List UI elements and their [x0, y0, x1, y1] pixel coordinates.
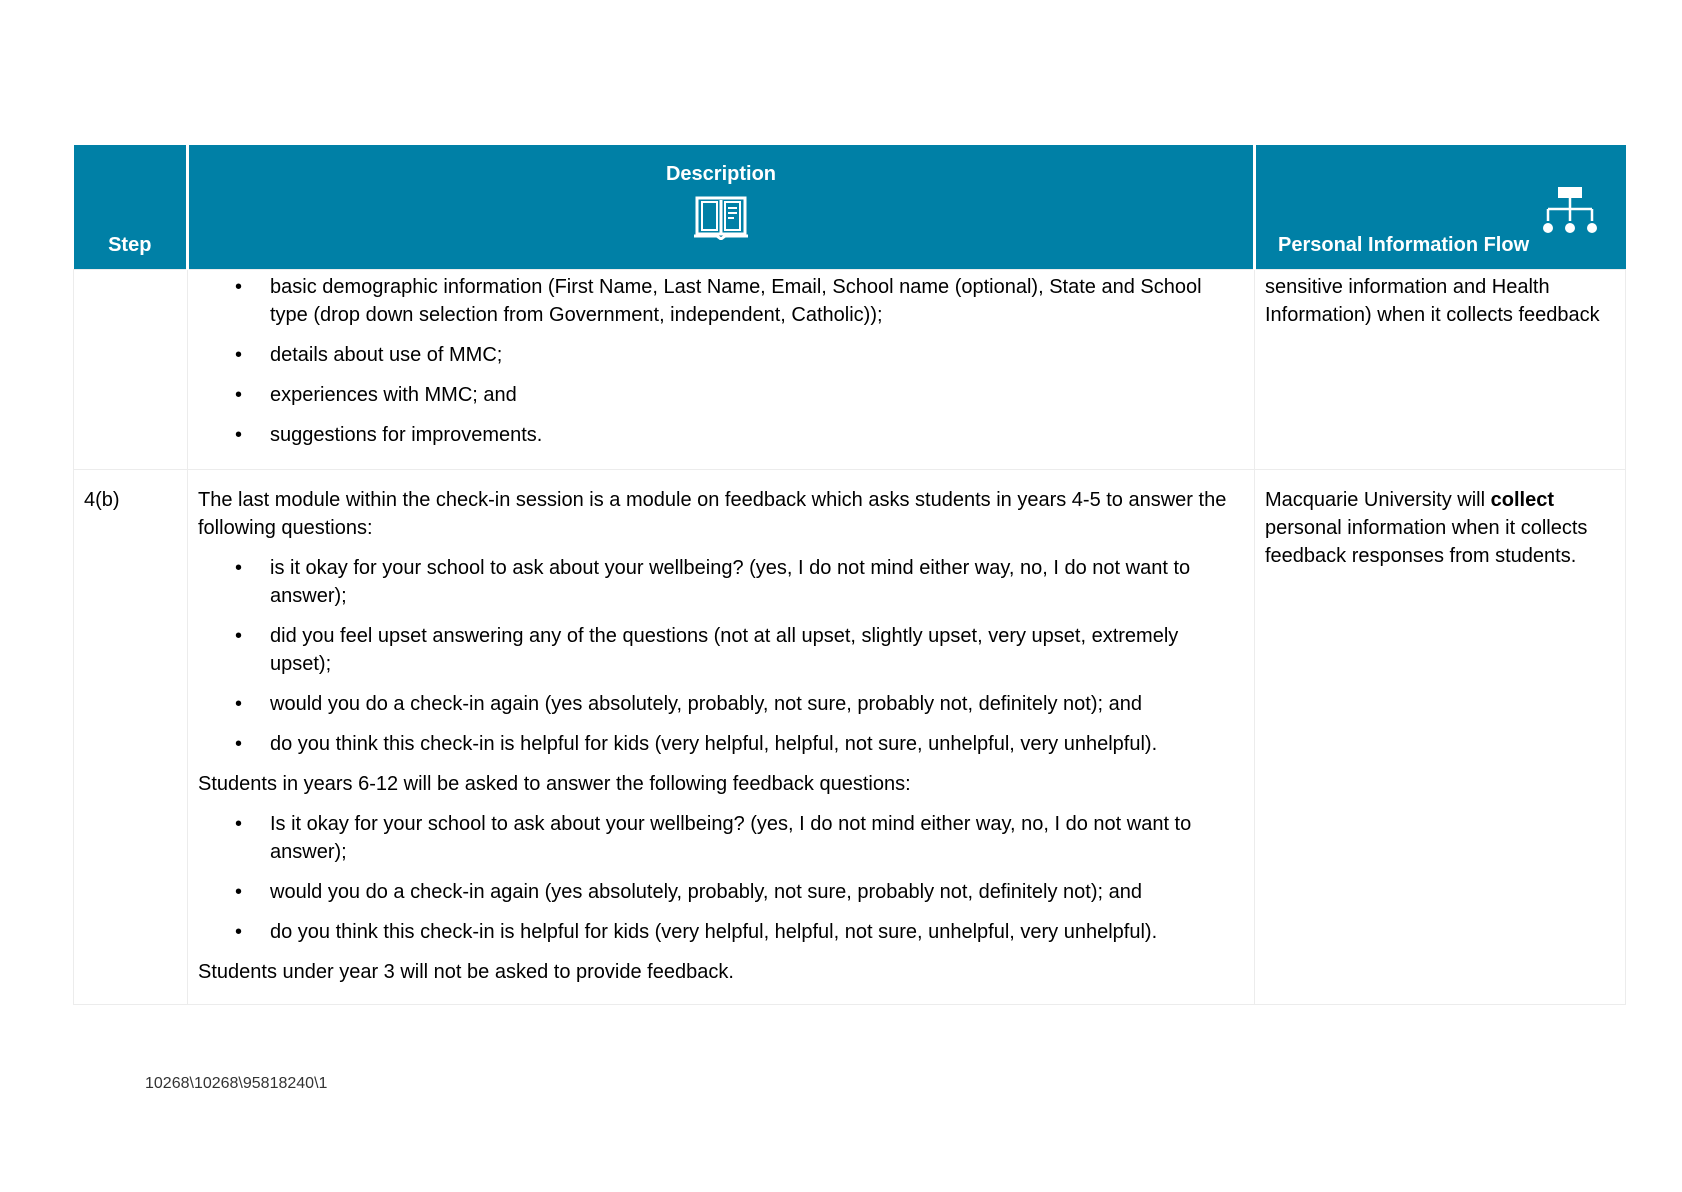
step-label: 4(b): [84, 489, 120, 511]
flow-cell: [1255, 470, 1626, 1005]
flow-text: sensitive information and Health Information) when it collects feedback: [1265, 276, 1600, 326]
header-description-label: Description: [665, 163, 777, 185]
list-item: • did you feel upset answering any of the questions (not at all upset, slightly upset, very upset, extremely upset);: [198, 622, 1232, 678]
list-item: • experiences with MMC; and: [198, 381, 1232, 409]
bullet-list-years-6-12: [198, 810, 1232, 946]
table-row: [74, 470, 1626, 1005]
list-item: • do you think this check-in is helpful for kids (very helpful, helpful, not sure, unhelpful, very unhelpful).: [198, 918, 1232, 946]
step-cell: [74, 470, 188, 1005]
middle-paragraph: Students in years 6-12 will be asked to answer the following feedback questions:: [198, 773, 911, 795]
list-item: • do you think this check-in is helpful for kids (very helpful, helpful, not sure, unhelpful, very unhelpful).: [198, 730, 1232, 758]
flow-text-bold: collect: [1490, 489, 1554, 511]
list-item: • suggestions for improvements.: [198, 421, 1232, 449]
hierarchy-chart-icon: [1542, 187, 1598, 237]
description-cell: [188, 470, 1255, 1005]
list-item: • is it okay for your school to ask about your wellbeing? (yes, I do not mind either way, no, I do not want to answer);: [198, 554, 1232, 610]
open-book-icon: [693, 196, 749, 240]
header-description: [188, 145, 1255, 270]
personal-information-flow-table: [73, 145, 1626, 1005]
document-reference: 10268\10268\95818240\1: [145, 1075, 328, 1092]
list-item: • details about use of MMC;: [198, 341, 1232, 369]
list-item: • would you do a check-in again (yes absolutely, probably, not sure, probably not, definitely not); and: [198, 878, 1232, 906]
flow-text: [1265, 486, 1615, 570]
list-item: • would you do a check-in again (yes absolutely, probably, not sure, probably not, definitely not); and: [198, 690, 1232, 718]
header-flow: [1255, 145, 1626, 270]
flow-text-start: Macquarie University will: [1265, 489, 1491, 511]
list-item: • Is it okay for your school to ask about your wellbeing? (yes, I do not mind either way, no, I do not want to answer);: [198, 810, 1232, 866]
description-cell: [188, 270, 1255, 470]
flow-text-end: personal information when it collects feedback responses from students.: [1265, 517, 1588, 567]
list-item: • basic demographic information (First Name, Last Name, Email, School name (optional), State and School type (drop down selection from Government, independent, Catholic));: [198, 273, 1232, 329]
table-header-row: [74, 145, 1626, 270]
header-flow-label: Personal Information Flow: [1278, 234, 1530, 256]
bullet-list-years-4-5: [198, 554, 1232, 758]
bullet-list: [198, 273, 1232, 449]
intro-paragraph: The last module within the check-in session is a module on feedback which asks students in years 4-5 to answer the following questions:: [198, 489, 1227, 539]
header-step-label: Step: [108, 234, 152, 256]
outro-paragraph: Students under year 3 will not be asked to provide feedback.: [198, 961, 734, 983]
table-row: [74, 270, 1626, 470]
step-cell: [74, 270, 188, 470]
header-step: [74, 145, 188, 270]
flow-cell: [1255, 270, 1626, 470]
